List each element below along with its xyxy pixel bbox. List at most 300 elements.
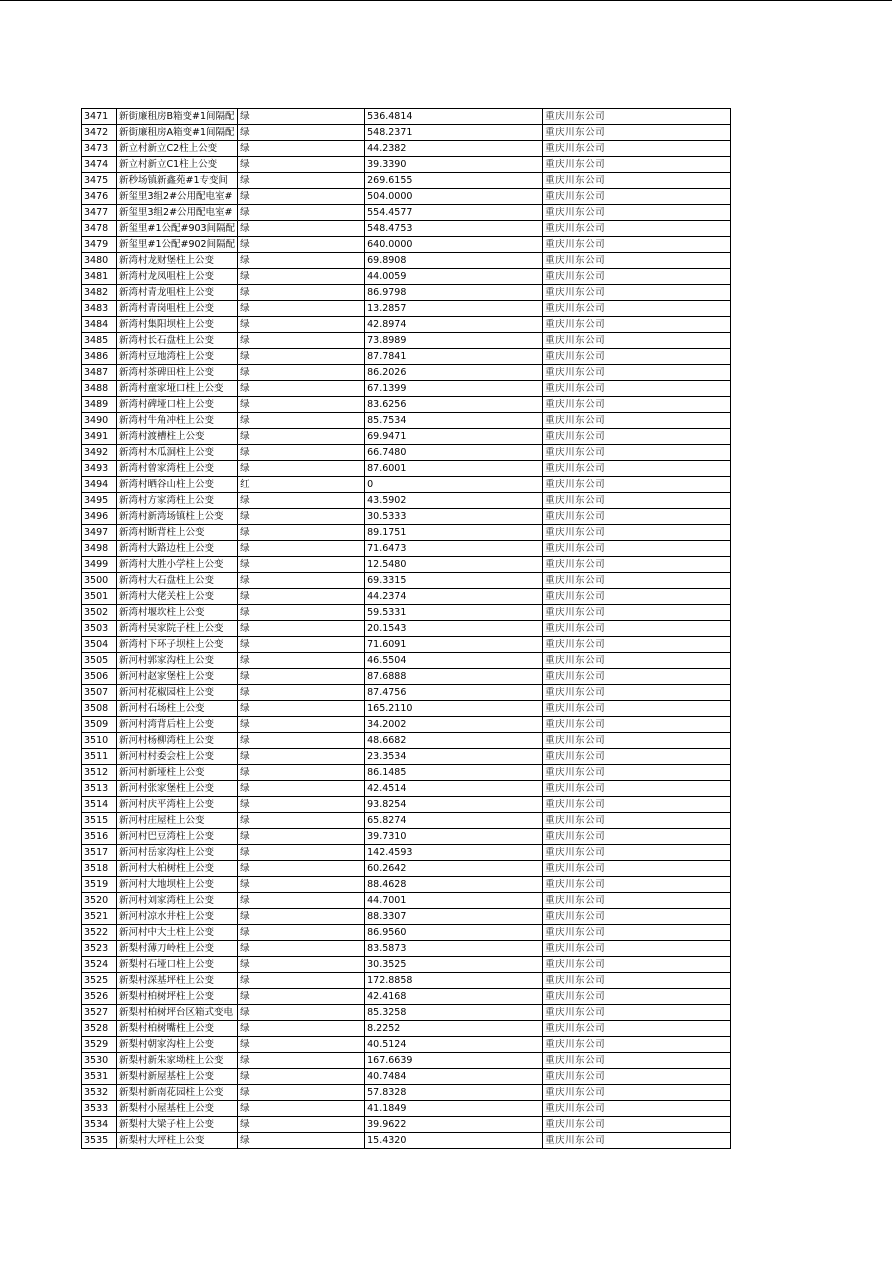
table-row: [82, 749, 731, 765]
value-cell: 536.4814: [365, 109, 543, 125]
station-name-cell: 新河村岳家沟柱上公变: [117, 845, 238, 861]
company-cell: 重庆川东公司: [543, 221, 731, 237]
status-cell: 绿: [238, 189, 365, 205]
row-id-cell: 3484: [82, 317, 117, 333]
row-id-cell: 3486: [82, 349, 117, 365]
station-name-cell: 新湾村断背柱上公变: [117, 525, 238, 541]
status-cell: 绿: [238, 765, 365, 781]
company-cell: 重庆川东公司: [543, 861, 731, 877]
company-cell: 重庆川东公司: [543, 845, 731, 861]
value-cell: 60.2642: [365, 861, 543, 877]
value-cell: 12.5480: [365, 557, 543, 573]
company-cell: 重庆川东公司: [543, 301, 731, 317]
status-cell: 绿: [238, 701, 365, 717]
status-cell: 绿: [238, 781, 365, 797]
value-cell: 34.2002: [365, 717, 543, 733]
status-cell: 绿: [238, 301, 365, 317]
status-cell: 绿: [238, 621, 365, 637]
station-name-cell: 新梨村新屋基柱上公变: [117, 1069, 238, 1085]
company-cell: 重庆川东公司: [543, 701, 731, 717]
value-cell: 69.9471: [365, 429, 543, 445]
row-id-cell: 3500: [82, 573, 117, 589]
value-cell: 40.7484: [365, 1069, 543, 1085]
row-id-cell: 3517: [82, 845, 117, 861]
company-cell: 重庆川东公司: [543, 173, 731, 189]
value-cell: 89.1751: [365, 525, 543, 541]
station-name-cell: 新湾村渡槽柱上公变: [117, 429, 238, 445]
company-cell: 重庆川东公司: [543, 733, 731, 749]
status-cell: 绿: [238, 797, 365, 813]
value-cell: 57.8328: [365, 1085, 543, 1101]
row-id-cell: 3492: [82, 445, 117, 461]
station-name-cell: 新河村巴豆湾柱上公变: [117, 829, 238, 845]
page-top-border: [0, 0, 892, 1]
table-row: [82, 573, 731, 589]
row-id-cell: 3489: [82, 397, 117, 413]
row-id-cell: 3479: [82, 237, 117, 253]
row-id-cell: 3473: [82, 141, 117, 157]
value-cell: 20.1543: [365, 621, 543, 637]
station-name-cell: 新立村新立C2柱上公变: [117, 141, 238, 157]
status-cell: 绿: [238, 893, 365, 909]
station-name-cell: 新湾村大胜小学柱上公变: [117, 557, 238, 573]
status-cell: 绿: [238, 829, 365, 845]
company-cell: 重庆川东公司: [543, 605, 731, 621]
value-cell: 88.3307: [365, 909, 543, 925]
table-row: [82, 989, 731, 1005]
row-id-cell: 3524: [82, 957, 117, 973]
value-cell: 44.2382: [365, 141, 543, 157]
value-cell: 42.4514: [365, 781, 543, 797]
station-name-cell: 新玺里#1公配#902间隔配: [117, 237, 238, 253]
station-name-cell: 新梨村石垭口柱上公变: [117, 957, 238, 973]
value-cell: 554.4577: [365, 205, 543, 221]
value-cell: 88.4628: [365, 877, 543, 893]
table-row: [82, 141, 731, 157]
row-id-cell: 3487: [82, 365, 117, 381]
station-name-cell: 新河村村委会柱上公变: [117, 749, 238, 765]
status-cell: 绿: [238, 509, 365, 525]
table-row: [82, 1053, 731, 1069]
value-cell: 86.2026: [365, 365, 543, 381]
row-id-cell: 3509: [82, 717, 117, 733]
table-row: [82, 653, 731, 669]
table-row: [82, 669, 731, 685]
value-cell: 548.2371: [365, 125, 543, 141]
station-name-cell: 新湾村牛角冲柱上公变: [117, 413, 238, 429]
status-cell: 绿: [238, 397, 365, 413]
table-row: [82, 493, 731, 509]
row-id-cell: 3526: [82, 989, 117, 1005]
company-cell: 重庆川东公司: [543, 541, 731, 557]
status-cell: 绿: [238, 813, 365, 829]
station-name-cell: 新湾村新湾场镇柱上公变: [117, 509, 238, 525]
status-cell: 绿: [238, 109, 365, 125]
value-cell: 85.7534: [365, 413, 543, 429]
table-row: [82, 1101, 731, 1117]
company-cell: 重庆川东公司: [543, 1101, 731, 1117]
value-cell: 39.7310: [365, 829, 543, 845]
company-cell: 重庆川东公司: [543, 893, 731, 909]
status-cell: 绿: [238, 1053, 365, 1069]
station-name-cell: 新玺里3组2#公用配电室#: [117, 189, 238, 205]
station-name-cell: 新梨村柏树嘴柱上公变: [117, 1021, 238, 1037]
station-name-cell: 新河村石场柱上公变: [117, 701, 238, 717]
row-id-cell: 3481: [82, 269, 117, 285]
status-cell: 绿: [238, 1037, 365, 1053]
status-cell: 绿: [238, 221, 365, 237]
row-id-cell: 3530: [82, 1053, 117, 1069]
table-row: [82, 813, 731, 829]
company-cell: 重庆川东公司: [543, 381, 731, 397]
table-row: [82, 221, 731, 237]
status-cell: 绿: [238, 573, 365, 589]
company-cell: 重庆川东公司: [543, 125, 731, 141]
station-name-cell: 新湾村大石盘柱上公变: [117, 573, 238, 589]
status-cell: 绿: [238, 845, 365, 861]
table-row: [82, 349, 731, 365]
value-cell: 39.3390: [365, 157, 543, 173]
table-row: [82, 413, 731, 429]
station-name-cell: 新湾村晒谷山柱上公变: [117, 477, 238, 493]
row-id-cell: 3502: [82, 605, 117, 621]
company-cell: 重庆川东公司: [543, 765, 731, 781]
table-row: [82, 381, 731, 397]
table-row: [82, 541, 731, 557]
status-cell: 绿: [238, 733, 365, 749]
value-cell: 87.6888: [365, 669, 543, 685]
table-row: [82, 1117, 731, 1133]
company-cell: 重庆川东公司: [543, 749, 731, 765]
value-cell: 40.5124: [365, 1037, 543, 1053]
value-cell: 172.8858: [365, 973, 543, 989]
row-id-cell: 3475: [82, 173, 117, 189]
row-id-cell: 3533: [82, 1101, 117, 1117]
company-cell: 重庆川东公司: [543, 1037, 731, 1053]
table-row: [82, 925, 731, 941]
table-row: [82, 205, 731, 221]
row-id-cell: 3503: [82, 621, 117, 637]
table-row: [82, 173, 731, 189]
status-cell: 绿: [238, 653, 365, 669]
status-cell: 绿: [238, 445, 365, 461]
station-name-cell: 新湾村青岗咀柱上公变: [117, 301, 238, 317]
status-cell: 绿: [238, 557, 365, 573]
station-name-cell: 新梨村大梁子柱上公变: [117, 1117, 238, 1133]
row-id-cell: 3516: [82, 829, 117, 845]
value-cell: 71.6091: [365, 637, 543, 653]
row-id-cell: 3482: [82, 285, 117, 301]
row-id-cell: 3519: [82, 877, 117, 893]
value-cell: 83.5873: [365, 941, 543, 957]
company-cell: 重庆川东公司: [543, 237, 731, 253]
company-cell: 重庆川东公司: [543, 669, 731, 685]
value-cell: 640.0000: [365, 237, 543, 253]
table-row: [82, 781, 731, 797]
station-name-cell: 新梨村深基坪柱上公变: [117, 973, 238, 989]
table-row: [82, 973, 731, 989]
company-cell: 重庆川东公司: [543, 445, 731, 461]
company-cell: 重庆川东公司: [543, 685, 731, 701]
company-cell: 重庆川东公司: [543, 1085, 731, 1101]
row-id-cell: 3490: [82, 413, 117, 429]
value-cell: 165.2110: [365, 701, 543, 717]
station-name-cell: 新河村张家堡柱上公变: [117, 781, 238, 797]
company-cell: 重庆川东公司: [543, 461, 731, 477]
value-cell: 71.6473: [365, 541, 543, 557]
row-id-cell: 3535: [82, 1133, 117, 1149]
company-cell: 重庆川东公司: [543, 285, 731, 301]
table-row: [82, 1085, 731, 1101]
row-id-cell: 3499: [82, 557, 117, 573]
status-cell: 绿: [238, 1117, 365, 1133]
row-id-cell: 3514: [82, 797, 117, 813]
status-cell: 红: [238, 477, 365, 493]
station-name-cell: 新河村郭家沟柱上公变: [117, 653, 238, 669]
table-row: [82, 525, 731, 541]
row-id-cell: 3483: [82, 301, 117, 317]
row-id-cell: 3527: [82, 1005, 117, 1021]
status-cell: 绿: [238, 317, 365, 333]
row-id-cell: 3513: [82, 781, 117, 797]
status-cell: 绿: [238, 685, 365, 701]
station-name-cell: 新河村大地坝柱上公变: [117, 877, 238, 893]
table-row: [82, 589, 731, 605]
company-cell: 重庆川东公司: [543, 477, 731, 493]
company-cell: 重庆川东公司: [543, 429, 731, 445]
table-row: [82, 317, 731, 333]
value-cell: 44.7001: [365, 893, 543, 909]
company-cell: 重庆川东公司: [543, 621, 731, 637]
table-row: [82, 1069, 731, 1085]
station-name-cell: 新梨村朝家沟柱上公变: [117, 1037, 238, 1053]
row-id-cell: 3488: [82, 381, 117, 397]
station-name-cell: 新河村刘家湾柱上公变: [117, 893, 238, 909]
company-cell: 重庆川东公司: [543, 365, 731, 381]
table-row: [82, 365, 731, 381]
station-name-cell: 新湾村龙财堡柱上公变: [117, 253, 238, 269]
value-cell: 0: [365, 477, 543, 493]
status-cell: 绿: [238, 1069, 365, 1085]
company-cell: 重庆川东公司: [543, 717, 731, 733]
table-row: [82, 1021, 731, 1037]
station-name-cell: 新湾村木瓜洞柱上公变: [117, 445, 238, 461]
company-cell: 重庆川东公司: [543, 333, 731, 349]
station-name-cell: 新梨村大坪柱上公变: [117, 1133, 238, 1149]
company-cell: 重庆川东公司: [543, 637, 731, 653]
table-body: [82, 109, 731, 1149]
station-name-cell: 新湾村曾家湾柱上公变: [117, 461, 238, 477]
value-cell: 86.9798: [365, 285, 543, 301]
value-cell: 548.4753: [365, 221, 543, 237]
company-cell: 重庆川东公司: [543, 205, 731, 221]
row-id-cell: 3512: [82, 765, 117, 781]
row-id-cell: 3494: [82, 477, 117, 493]
row-id-cell: 3497: [82, 525, 117, 541]
row-id-cell: 3529: [82, 1037, 117, 1053]
row-id-cell: 3508: [82, 701, 117, 717]
value-cell: 23.3534: [365, 749, 543, 765]
value-cell: 48.6682: [365, 733, 543, 749]
station-name-cell: 新湾村碑垭口柱上公变: [117, 397, 238, 413]
station-name-cell: 新梨村新南花园柱上公变: [117, 1085, 238, 1101]
status-cell: 绿: [238, 637, 365, 653]
value-cell: 86.9560: [365, 925, 543, 941]
status-cell: 绿: [238, 525, 365, 541]
status-cell: 绿: [238, 381, 365, 397]
status-cell: 绿: [238, 973, 365, 989]
status-cell: 绿: [238, 365, 365, 381]
value-cell: 65.8274: [365, 813, 543, 829]
status-cell: 绿: [238, 285, 365, 301]
company-cell: 重庆川东公司: [543, 573, 731, 589]
row-id-cell: 3506: [82, 669, 117, 685]
row-id-cell: 3485: [82, 333, 117, 349]
table-row: [82, 621, 731, 637]
row-id-cell: 3496: [82, 509, 117, 525]
company-cell: 重庆川东公司: [543, 317, 731, 333]
value-cell: 87.7841: [365, 349, 543, 365]
table-row: [82, 909, 731, 925]
row-id-cell: 3507: [82, 685, 117, 701]
value-cell: 504.0000: [365, 189, 543, 205]
table-row: [82, 1005, 731, 1021]
station-name-cell: 新河村花椒园柱上公变: [117, 685, 238, 701]
row-id-cell: 3520: [82, 893, 117, 909]
table-row: [82, 461, 731, 477]
company-cell: 重庆川东公司: [543, 557, 731, 573]
table-row: [82, 269, 731, 285]
company-cell: 重庆川东公司: [543, 1053, 731, 1069]
table-row: [82, 253, 731, 269]
company-cell: 重庆川东公司: [543, 589, 731, 605]
table-row: [82, 733, 731, 749]
table-row: [82, 125, 731, 141]
status-cell: 绿: [238, 909, 365, 925]
company-cell: 重庆川东公司: [543, 941, 731, 957]
status-cell: 绿: [238, 461, 365, 477]
station-name-cell: 新河村赵家堡柱上公变: [117, 669, 238, 685]
station-name-cell: 新湾村茶碑田柱上公变: [117, 365, 238, 381]
row-id-cell: 3471: [82, 109, 117, 125]
table-row: [82, 509, 731, 525]
status-cell: 绿: [238, 1005, 365, 1021]
table-row: [82, 557, 731, 573]
row-id-cell: 3480: [82, 253, 117, 269]
station-name-cell: 新湾村长石盘柱上公变: [117, 333, 238, 349]
row-id-cell: 3498: [82, 541, 117, 557]
value-cell: 67.1399: [365, 381, 543, 397]
station-name-cell: 新湾村龙凤咀柱上公变: [117, 269, 238, 285]
station-name-cell: 新河村庄屋柱上公变: [117, 813, 238, 829]
value-cell: 87.6001: [365, 461, 543, 477]
value-cell: 66.7480: [365, 445, 543, 461]
company-cell: 重庆川东公司: [543, 797, 731, 813]
station-name-cell: 新梨村柏树坪柱上公变: [117, 989, 238, 1005]
company-cell: 重庆川东公司: [543, 397, 731, 413]
row-id-cell: 3477: [82, 205, 117, 221]
value-cell: 59.5331: [365, 605, 543, 621]
company-cell: 重庆川东公司: [543, 909, 731, 925]
table-row: [82, 861, 731, 877]
status-cell: 绿: [238, 1021, 365, 1037]
company-cell: 重庆川东公司: [543, 653, 731, 669]
value-cell: 73.8989: [365, 333, 543, 349]
table-row: [82, 301, 731, 317]
company-cell: 重庆川东公司: [543, 525, 731, 541]
station-name-cell: 新梨村新朱家坳柱上公变: [117, 1053, 238, 1069]
row-id-cell: 3493: [82, 461, 117, 477]
status-cell: 绿: [238, 493, 365, 509]
station-name-cell: 新梨村小屋基柱上公变: [117, 1101, 238, 1117]
station-name-cell: 新湾村吴家院子柱上公变: [117, 621, 238, 637]
company-cell: 重庆川东公司: [543, 877, 731, 893]
value-cell: 8.2252: [365, 1021, 543, 1037]
row-id-cell: 3528: [82, 1021, 117, 1037]
value-cell: 42.4168: [365, 989, 543, 1005]
table-row: [82, 893, 731, 909]
table-row: [82, 605, 731, 621]
station-name-cell: 新河村新垭柱上公变: [117, 765, 238, 781]
status-cell: 绿: [238, 717, 365, 733]
company-cell: 重庆川东公司: [543, 157, 731, 173]
station-name-cell: 新湾村堰坎柱上公变: [117, 605, 238, 621]
status-cell: 绿: [238, 941, 365, 957]
value-cell: 142.4593: [365, 845, 543, 861]
company-cell: 重庆川东公司: [543, 253, 731, 269]
company-cell: 重庆川东公司: [543, 829, 731, 845]
row-id-cell: 3531: [82, 1069, 117, 1085]
row-id-cell: 3501: [82, 589, 117, 605]
table-row: [82, 941, 731, 957]
table-row: [82, 157, 731, 173]
table-row: [82, 701, 731, 717]
status-cell: 绿: [238, 205, 365, 221]
company-cell: 重庆川东公司: [543, 1133, 731, 1149]
status-cell: 绿: [238, 157, 365, 173]
status-cell: 绿: [238, 749, 365, 765]
table-row: [82, 877, 731, 893]
value-cell: 42.8974: [365, 317, 543, 333]
station-name-cell: 新湾村青龙咀柱上公变: [117, 285, 238, 301]
table-row: [82, 717, 731, 733]
station-name-cell: 新湾村大佬关柱上公变: [117, 589, 238, 605]
status-cell: 绿: [238, 349, 365, 365]
status-cell: 绿: [238, 989, 365, 1005]
company-cell: 重庆川东公司: [543, 349, 731, 365]
table-row: [82, 1037, 731, 1053]
status-cell: 绿: [238, 925, 365, 941]
row-id-cell: 3505: [82, 653, 117, 669]
table-row: [82, 109, 731, 125]
row-id-cell: 3504: [82, 637, 117, 653]
row-id-cell: 3534: [82, 1117, 117, 1133]
status-cell: 绿: [238, 269, 365, 285]
table-row: [82, 445, 731, 461]
table-row: [82, 333, 731, 349]
row-id-cell: 3532: [82, 1085, 117, 1101]
station-name-cell: 新梨村薄刀岭柱上公变: [117, 941, 238, 957]
status-cell: 绿: [238, 141, 365, 157]
station-name-cell: 新玺里3组2#公用配电室#: [117, 205, 238, 221]
row-id-cell: 3525: [82, 973, 117, 989]
row-id-cell: 3472: [82, 125, 117, 141]
status-cell: 绿: [238, 589, 365, 605]
station-name-cell: 新街廉租房A箱变#1间隔配: [117, 125, 238, 141]
row-id-cell: 3511: [82, 749, 117, 765]
company-cell: 重庆川东公司: [543, 509, 731, 525]
table-row: [82, 237, 731, 253]
